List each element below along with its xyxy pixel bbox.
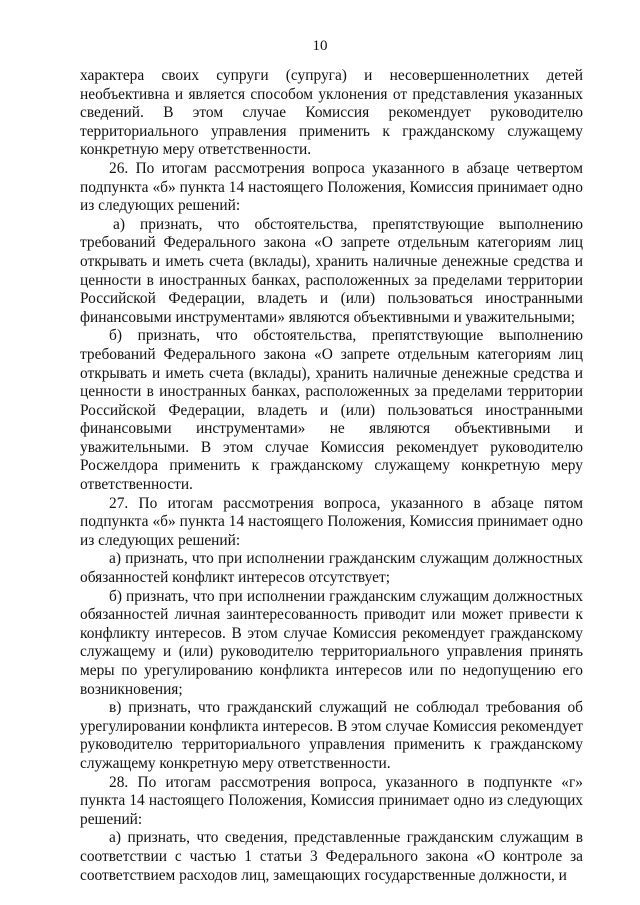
paragraph-continuation: характера своих супруги (супруга) и несовершеннолетних детей необъективна и является способом уклонения от представления указанных сведений. В этом случае Комиссия рекомендует руководителю территориального управления применить к гражданскому служащему конкретную меру ответственности. — [80, 67, 583, 159]
paragraph-28-a: а) признать, что сведения, представленные гражданским служащим в соответствии с частью 1 статьи 3 Федерального закона «О контроле за соответствием расходов лиц, замещающих государственные должности, и — [80, 829, 583, 884]
paragraph-27: 27. По итогам рассмотрения вопроса, указанного в абзаце пятом подпункта «б» пункта 14 настоящего Положения, Комиссия принимает одно из следующих решений: — [80, 494, 583, 549]
paragraph-26-a: а) признать, что обстоятельства, препятствующие выполнению требований Федерального закона «О запрете отдельным категориям лиц открывать и иметь счета (вклады), хранить наличные денежные средства и ценности в иностранных банках, расположенных за пределами территории Российской Федерации, владеть и (или) пользоваться иностранными финансовыми инструментами» являются объективными и уважительными; — [80, 215, 583, 326]
page-number: 10 — [312, 38, 328, 54]
paragraph-27-b: б) признать, что при исполнении гражданским служащим должностных обязанностей личная заинтересованность приводит или может привести к конфликту интересов. В этом случае Комиссия рекомендует гражданскому служащему и (или) руководителю территориального управления принять меры по урегулированию конфликта интересов или по недопущению его возникновения; — [80, 587, 583, 698]
paragraph-26: 26. По итогам рассмотрения вопроса указанного в абзаце четвертом подпункта «б» пункта 14 настоящего Положения, Комиссия принимает одно из следующих решений: — [80, 159, 583, 215]
paragraph-27-v: в) признать, что гражданский служащий не соблюдал требования об урегулировании конфликта интересов. В этом случае Комиссия рекомендует руководителю территориального управления применить к гражданскому служащему конкретную меру ответственности. — [80, 699, 583, 772]
paragraph-26-b: б) признать, что обстоятельства, препятствующие выполнению требований Федерального закона «О запрете отдельным категориям лиц открывать и иметь счета (вклады), хранить наличные денежные средства и ценности в иностранных банках, расположенных за пределами территории Российской Федерации, владеть и (или) пользоваться иностранными финансовыми инструментами» не являются объективными и уважительными. В этом случае Комиссия рекомендует руководителю Росжелдора применить к гражданскому служащему конкретную меру ответственности. — [80, 327, 583, 494]
document-body — [80, 67, 583, 885]
paragraph-27-a: а) признать, что при исполнении гражданским служащим должностных обязанностей конфликт интересов отсутствует; — [80, 550, 583, 587]
paragraph-28: 28. По итогам рассмотрения вопроса, указанного в подпункте «г» пункта 14 настоящего Положения, Комиссия принимает одно из следующих решений: — [80, 773, 583, 828]
